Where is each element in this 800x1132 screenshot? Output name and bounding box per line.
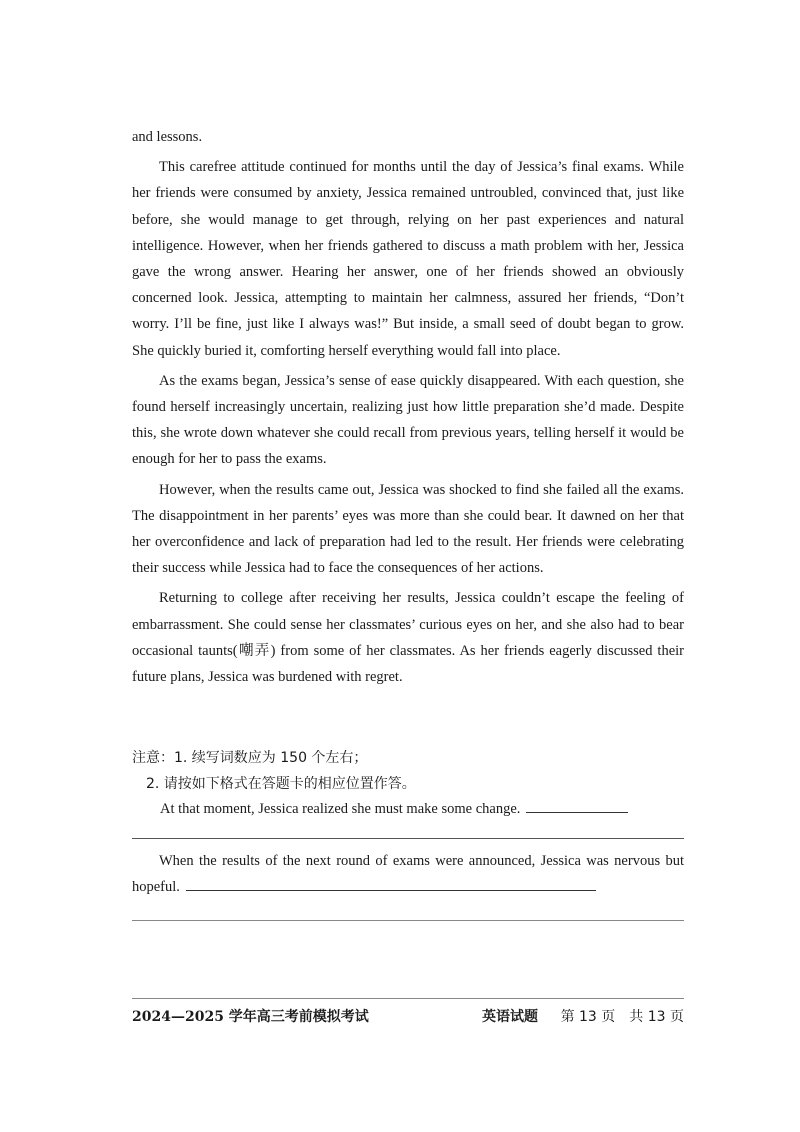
footer-divider xyxy=(132,998,684,999)
page-footer xyxy=(132,1006,684,1028)
exam-title: 2024—2025 学年高三考前模拟考试 xyxy=(132,1009,369,1025)
prompt-1-text: At that moment, Jessica realized she must make some change. xyxy=(160,801,521,817)
continuation-prompt-2 xyxy=(132,848,684,900)
story-text xyxy=(132,124,684,690)
prompt-2-text: When the results of the next round of exams were announced, Jessica was nervous but hopeful. xyxy=(132,853,684,895)
story-paragraph-2: As the exams began, Jessica’s sense of ease quickly disappeared. With each question, she found herself increasingly uncertain, realizing just how little preparation she’d made. Despite this, she wrote down whatever she could recall from previous years, telling herself it would be enough for her to pass the exams. xyxy=(132,372,684,468)
answer-line-2[interactable] xyxy=(132,920,684,921)
note-format: 2. 请按如下格式在答题卡的相应位置作答。 xyxy=(146,776,416,792)
instructions xyxy=(132,745,692,797)
answer-blank-1[interactable] xyxy=(526,797,628,813)
subject-title: 英语试题 xyxy=(482,1009,538,1025)
story-paragraph-1: This carefree attitude continued for months until the day of Jessica’s final exams. While her friends were consumed by anxiety, Jessica remained untroubled, convinced that, just like before, she would manage to get through, relying on her past experiences and natural intelligence. However, when her friends gathered to discuss a math problem with her, Jessica gave the wrong answer. Hearing her answer, one of her friends showed an obviously concerned look. Jessica, attempting to maintain her calmness, assured her friends, “Don’t worry. I’ll be fine, just like I always was!” But inside, a small seed of doubt began to grow. She quickly buried it, comforting herself everything would fall into place. xyxy=(132,159,684,359)
note-word-count: 注意：1. 续写词数应为 150 个左右； xyxy=(132,750,368,766)
answer-blank-2[interactable] xyxy=(186,875,596,891)
story-paragraph-0: and lessons. xyxy=(132,129,203,145)
answer-line-1[interactable] xyxy=(132,838,684,839)
story-paragraph-3: However, when the results came out, Jessica was shocked to find she failed all the exams. The disappointment in her parents’ eyes was more than she could bear. It dawned on her that her overconfidence and lack of preparation had led to the result. Her friends were celebrating their success while Jessica had to face the consequences of her actions. xyxy=(132,481,684,577)
story-paragraph-4: Returning to college after receiving her results, Jessica couldn’t escape the feeling of embarrassment. She could sense her classmates’ curious eyes on her, and she also had to bear occasional taunts(嘲弄) from some of her classmates. As her friends eagerly discussed their future plans, Jessica was burdened with regret. xyxy=(132,590,684,686)
page-number: 第 13 页 共 13 页 xyxy=(560,1009,684,1025)
continuation-prompt-1 xyxy=(160,796,700,822)
